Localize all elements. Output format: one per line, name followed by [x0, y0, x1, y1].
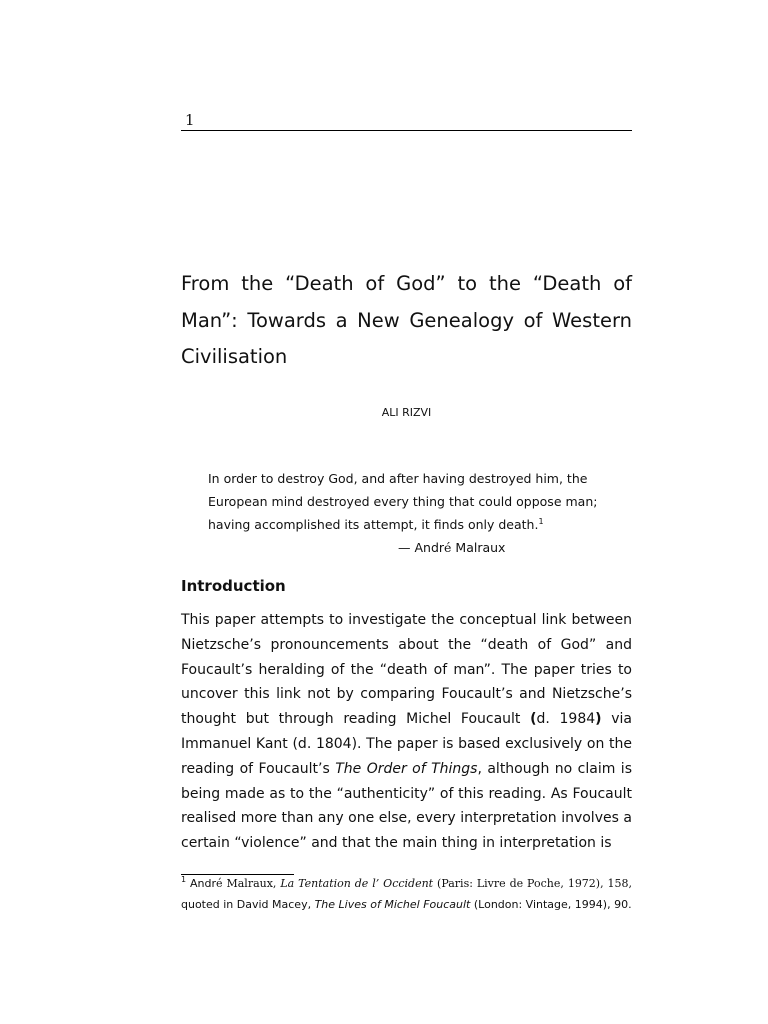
- death-date: d. 1984: [536, 711, 596, 728]
- paragraph-text: This paper attempts to investigate the conceptual link between Nietzsche’s pronouncements about the “death of God” and Foucault’s heralding of the “death of man”. The paper tries to uncover this link not by comparing Foucault’s and Nietzsche’s thought but through reading Michel Foucault: [181, 612, 632, 728]
- page-number: 1: [185, 111, 195, 129]
- paren-open: (: [530, 711, 537, 728]
- footnote-accent: é: [216, 877, 223, 890]
- footnote-reference[interactable]: 1: [538, 517, 544, 526]
- footnote-quoted-in: quoted in David Macey,: [181, 898, 315, 911]
- footnote-publication: (London: Vintage, 1994), 90.: [470, 898, 632, 911]
- body-paragraph: [181, 608, 632, 856]
- epigraph-line: [208, 513, 623, 536]
- attribution-suffix: Malraux: [451, 540, 506, 555]
- epigraph: [208, 467, 623, 559]
- paragraph-text: , although no claim is being made as to the “authenticity” of this reading. As Foucault realised more than any one else, every interpretation involves a certain “violence” and that the main thing in interpretation is: [181, 760, 632, 852]
- header-rule: [181, 130, 632, 131]
- paragraph-text: via Immanuel Kant (d. 1804). The paper is based exclusively on the reading of Foucault’s: [181, 711, 632, 777]
- epigraph-line-text: having accomplished its attempt, it finds only death.: [208, 517, 539, 532]
- attribution-prefix: — Andr: [398, 540, 445, 555]
- epigraph-attribution: [208, 536, 623, 559]
- section-heading: Introduction: [181, 577, 286, 595]
- author-name: [181, 405, 632, 421]
- book-title: The Order of Things: [335, 760, 478, 777]
- footnote-malraux: Malraux,: [222, 877, 281, 890]
- paren-close: ): [595, 711, 602, 728]
- epigraph-line: European mind destroyed every thing that could oppose man;: [208, 494, 598, 509]
- footnote-marker: 1: [181, 875, 187, 884]
- footnote: [181, 873, 632, 915]
- footnote-publication: (Paris: Livre de Poche, 1972), 158,: [433, 877, 633, 890]
- attribution-accent: é: [444, 540, 452, 555]
- epigraph-line: In order to destroy God, and after having destroyed him, the: [208, 471, 588, 486]
- footnote-book-title: La Tentation de l’ Occident: [280, 877, 434, 890]
- paper-title: From the “Death of God” to the “Death of Man”: Towards a New Genealogy of Western Civilisation: [181, 272, 632, 368]
- footnote-book-title: The Lives of Michel Foucault: [314, 898, 471, 911]
- author-name-text: ALI RIZVI: [381, 406, 432, 419]
- footnote-andre: Andr: [186, 877, 217, 890]
